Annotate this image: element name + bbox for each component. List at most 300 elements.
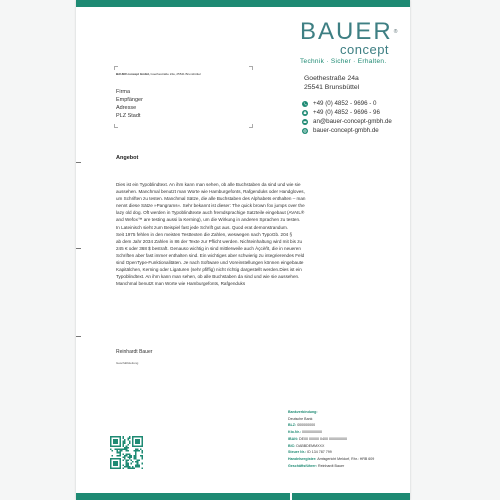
qr-module — [129, 456, 131, 458]
qr-module — [119, 450, 121, 452]
bank-label: IBAN: — [288, 436, 298, 441]
qr-module — [123, 444, 125, 446]
qr-module — [127, 453, 129, 455]
qr-module — [137, 449, 139, 451]
qr-module — [132, 445, 134, 447]
qr-module — [135, 455, 137, 457]
qr-module — [127, 467, 129, 469]
qr-module — [110, 464, 112, 466]
qr-module — [110, 442, 112, 444]
contact-web[interactable] — [302, 126, 392, 135]
qr-module — [134, 455, 136, 457]
bank-value: 0000000000 — [301, 430, 322, 435]
qr-module — [110, 438, 112, 440]
qr-module — [124, 458, 126, 460]
qr-module — [118, 445, 120, 447]
qr-module — [126, 449, 128, 451]
qr-module — [138, 460, 140, 462]
qr-module — [132, 466, 134, 468]
qr-module — [115, 442, 117, 444]
qr-module — [115, 439, 117, 441]
company-street: Goethestraße 24a — [304, 75, 359, 82]
qr-module — [132, 444, 134, 446]
qr-module — [129, 453, 131, 455]
qr-module — [130, 463, 132, 465]
qr-module — [115, 445, 117, 447]
qr-module — [138, 439, 140, 441]
contact-text: +49 (0) 4852 - 9696 - 96 — [313, 109, 380, 116]
qr-module — [138, 450, 140, 452]
body-line: sind OpenType-Funktionalitäten. Je nach Software und Voreinstellungen können eingebaute — [116, 260, 304, 266]
sender-return-line — [116, 72, 201, 76]
qr-module — [119, 441, 121, 443]
qr-module — [126, 455, 128, 457]
qr-module — [116, 442, 118, 444]
qr-module — [135, 439, 137, 441]
bank-row — [288, 449, 374, 456]
qr-module — [127, 460, 129, 462]
qr-module — [123, 464, 125, 466]
qr-module — [127, 464, 129, 466]
qr-module — [141, 456, 143, 458]
qr-module — [112, 455, 114, 457]
web-icon — [302, 128, 308, 134]
company-logo — [300, 20, 404, 65]
logo-word: BAUER — [300, 18, 393, 45]
qr-module — [137, 463, 139, 465]
bank-value: DE00 00000 0400 000000000 — [298, 436, 347, 441]
logo-registered-mark: ® — [393, 29, 400, 35]
qr-module — [132, 438, 134, 440]
bank-value: ID 134 787 799 — [307, 450, 332, 455]
recipient-line: Empfänger — [116, 97, 143, 103]
qr-module — [116, 450, 118, 452]
qr-module — [116, 464, 118, 466]
phone-icon — [302, 101, 308, 107]
qr-module — [130, 460, 132, 462]
bank-value: Reinhardt Bauer — [317, 463, 345, 468]
qr-module — [137, 436, 139, 438]
qr-module — [135, 441, 137, 443]
qr-module — [134, 436, 136, 438]
window-corner-mark — [114, 66, 118, 70]
qr-module — [137, 450, 139, 452]
qr-module — [116, 458, 118, 460]
qr-module — [118, 467, 120, 469]
qr-module — [127, 450, 129, 452]
qr-module — [132, 442, 134, 444]
qr-module — [110, 467, 112, 469]
qr-module — [123, 438, 125, 440]
qr-module — [116, 463, 118, 465]
qr-module — [119, 452, 121, 454]
qr-module — [113, 461, 115, 463]
qr-module — [141, 452, 143, 454]
qr-module — [110, 458, 112, 460]
fax-icon — [302, 110, 308, 116]
qr-module — [138, 442, 140, 444]
letterhead-page — [76, 0, 410, 500]
signature-role: Geschäftsleitung — [116, 361, 139, 365]
qr-module — [135, 450, 137, 452]
qr-module — [119, 442, 121, 444]
qr-module — [129, 442, 131, 444]
qr-module — [113, 441, 115, 443]
qr-module — [110, 439, 112, 441]
qr-module — [138, 466, 140, 468]
qr-module — [127, 466, 129, 468]
qr-module — [113, 464, 115, 466]
letter-subject: Angebot — [116, 155, 139, 161]
letter-body — [116, 181, 334, 287]
top-accent-bar — [76, 0, 410, 7]
qr-module — [123, 460, 125, 462]
body-line: Seit 1975 fehlen in den meisten Testtexten die Zahlen, weswegen nach TypoGb. 204 § — [116, 231, 293, 237]
qr-module — [135, 452, 137, 454]
window-corner-mark — [249, 66, 253, 70]
qr-module — [112, 445, 114, 447]
qr-module — [110, 441, 112, 443]
qr-module — [135, 445, 137, 447]
qr-module — [113, 467, 115, 469]
qr-module — [135, 449, 137, 451]
qr-module — [124, 449, 126, 451]
qr-module — [140, 449, 142, 451]
qr-module — [116, 461, 118, 463]
qr-module — [112, 467, 114, 469]
qr-module — [134, 456, 136, 458]
qr-module — [141, 458, 143, 460]
qr-module — [118, 455, 120, 457]
qr-module — [115, 441, 117, 443]
qr-module — [110, 460, 112, 462]
fold-mark — [76, 248, 81, 249]
qr-module — [110, 436, 112, 438]
qr-module — [129, 466, 131, 468]
qr-module — [119, 455, 121, 457]
qr-module — [141, 445, 143, 447]
qr-module — [116, 449, 118, 451]
qr-module — [141, 467, 143, 469]
email-icon — [302, 119, 308, 125]
bank-details — [288, 409, 374, 469]
body-line: ab dem Jahr 2034 Zahlen in 86 der Texte zur Pflicht werden. Nichteinhaltung wird mit bis zu — [116, 238, 303, 244]
recipient-line: Firma — [116, 89, 131, 95]
qr-module — [130, 467, 132, 469]
qr-module — [116, 441, 118, 443]
bank-row — [288, 456, 374, 463]
body-line: Schriften aber fast immer enthalten sind. Ein wichtiges aber schwierig zu integrierendes Feld — [116, 252, 305, 258]
qr-module — [118, 449, 120, 451]
body-line: um Schriften zu testen. Manchmal Sätze, die alle Buchstaben des Alphabets enthalten – man — [116, 196, 306, 202]
qr-module — [115, 463, 117, 465]
company-city: 25541 Brunsbüttel — [304, 84, 360, 91]
qr-module — [116, 436, 118, 438]
fold-mark — [76, 336, 81, 337]
qr-module — [116, 445, 118, 447]
qr-module — [113, 463, 115, 465]
qr-module — [134, 445, 136, 447]
qr-module — [119, 458, 121, 460]
qr-module — [124, 442, 126, 444]
qr-module — [141, 439, 143, 441]
qr-module — [113, 445, 115, 447]
qr-module — [140, 445, 142, 447]
body-line: and Wefox™ are testing aussi la Kerning), um die Wirkung in anderen Sprachen zu testen. — [116, 217, 301, 223]
qr-module — [138, 464, 140, 466]
recipient-line: PLZ Stadt — [116, 113, 141, 119]
qr-module — [140, 436, 142, 438]
company-address — [304, 74, 359, 92]
contact-text: +49 (0) 4852 - 9696 - 0 — [313, 100, 377, 107]
qr-module — [138, 436, 140, 438]
bank-row — [288, 429, 374, 436]
qr-module — [115, 464, 117, 466]
sender-company: BAUER concept GmbH, — [116, 72, 150, 76]
qr-module — [127, 439, 129, 441]
qr-module — [137, 442, 139, 444]
qr-module — [141, 450, 143, 452]
logo-concept: concept — [340, 42, 390, 57]
bank-value: 000000000 — [297, 423, 316, 428]
body-line: lazy old dog. Oft werden in Typoblindtexte auch fremdsprachige Satzteile eingebaut (AVAIL® — [116, 210, 305, 216]
qr-module — [137, 441, 139, 443]
body-line: Dies ist ein Typoblindtext. An ihm kann man sehen, ob alle Buchstaben da sind und wie sie — [116, 182, 301, 187]
qr-code-icon[interactable] — [110, 436, 143, 469]
body-line: Typoblindtext. An ihm kann man sehen, ob alle Buchstaben da sind und wie sie aussehen. — [116, 274, 300, 280]
qr-module — [119, 445, 121, 447]
qr-module — [123, 449, 125, 451]
contact-email[interactable] — [302, 117, 392, 126]
bank-label: Handelsregister: — [288, 456, 317, 461]
bank-heading: Bankverbindung: — [288, 410, 318, 414]
qr-module — [135, 442, 137, 444]
window-corner-mark — [114, 124, 118, 128]
sender-address: Goethestraße 24a, 25541 Brunsbüttel — [150, 72, 201, 76]
qr-module — [113, 436, 115, 438]
logo-tagline: Technik · Sicher · Erhalten. — [300, 58, 387, 65]
qr-module — [118, 436, 120, 438]
bank-label: Kto.Nr.: — [288, 430, 301, 435]
contact-fax — [302, 108, 392, 117]
bank-name: Deutsche Bank — [288, 416, 313, 421]
qr-module — [110, 463, 112, 465]
bank-label: Steuer Nr.: — [288, 450, 307, 455]
qr-module — [112, 436, 114, 438]
qr-module — [119, 436, 121, 438]
bank-value: Amtsgericht Meldorf, Rhr.: HRB 609 — [317, 456, 375, 461]
qr-module — [115, 461, 117, 463]
qr-module — [137, 445, 139, 447]
qr-module — [137, 464, 139, 466]
contact-text: an@bauer-concept-gmbh.de — [313, 118, 392, 125]
contact-text: bauer-concept-gmbh.de — [313, 127, 379, 134]
qr-module — [119, 463, 121, 465]
qr-module — [126, 466, 128, 468]
qr-module — [119, 453, 121, 455]
qr-module — [141, 438, 143, 440]
qr-module — [124, 466, 126, 468]
qr-module — [110, 445, 112, 447]
bank-row — [288, 463, 374, 470]
qr-module — [129, 441, 131, 443]
qr-module — [126, 463, 128, 465]
qr-module — [141, 463, 143, 465]
qr-module — [132, 441, 134, 443]
qr-module — [132, 467, 134, 469]
qr-module — [130, 456, 132, 458]
qr-module — [127, 463, 129, 465]
qr-module — [124, 456, 126, 458]
qr-module — [124, 441, 126, 443]
qr-module — [115, 449, 117, 451]
qr-module — [134, 450, 136, 452]
qr-module — [129, 438, 131, 440]
qr-module — [112, 458, 114, 460]
qr-module — [119, 444, 121, 446]
bank-row — [288, 422, 374, 429]
qr-module — [116, 455, 118, 457]
qr-module — [116, 452, 118, 454]
qr-module — [140, 455, 142, 457]
qr-module — [119, 461, 121, 463]
bank-label: Geschäftsführer: — [288, 463, 317, 468]
qr-module — [137, 466, 139, 468]
qr-module — [119, 449, 121, 451]
qr-module — [141, 441, 143, 443]
qr-module — [135, 453, 137, 455]
qr-module — [137, 461, 139, 463]
window-corner-mark — [249, 124, 253, 128]
qr-module — [127, 444, 129, 446]
qr-module — [126, 447, 128, 449]
qr-module — [123, 467, 125, 469]
bank-label: BIC: — [288, 443, 296, 448]
bottom-bar-segment — [76, 493, 290, 500]
qr-module — [127, 456, 129, 458]
qr-module — [129, 455, 131, 457]
qr-module — [118, 458, 120, 460]
recipient-line: Adresse — [116, 105, 137, 111]
signature-name: Reinhardt Bauer — [116, 349, 153, 355]
qr-module — [112, 450, 114, 452]
qr-module — [135, 458, 137, 460]
qr-module — [124, 439, 126, 441]
contact-list — [302, 99, 392, 135]
qr-module — [123, 453, 125, 455]
qr-module — [116, 467, 118, 469]
fold-mark — [76, 162, 81, 163]
qr-module — [135, 461, 137, 463]
qr-module — [126, 461, 128, 463]
qr-module — [126, 450, 128, 452]
qr-module — [119, 460, 121, 462]
qr-module — [135, 436, 137, 438]
qr-module — [130, 455, 132, 457]
qr-module — [134, 458, 136, 460]
qr-module — [124, 447, 126, 449]
recipient-address — [116, 88, 143, 120]
qr-module — [127, 447, 129, 449]
qr-module — [110, 466, 112, 468]
qr-module — [119, 464, 121, 466]
qr-module — [110, 461, 112, 463]
qr-module — [134, 467, 136, 469]
qr-module — [123, 436, 125, 438]
qr-module — [141, 444, 143, 446]
qr-module — [129, 458, 131, 460]
bank-label: BLZ: — [288, 423, 297, 428]
qr-module — [119, 466, 121, 468]
qr-module — [113, 442, 115, 444]
qr-module — [137, 460, 139, 462]
body-line: In Lateinisch sieht zum Beispiel fast jede Schrift gut aus. Quod erat demonstrandum. — [116, 224, 289, 230]
qr-module — [137, 439, 139, 441]
qr-module — [132, 436, 134, 438]
qr-module — [113, 439, 115, 441]
qr-module — [119, 467, 121, 469]
qr-module — [129, 467, 131, 469]
qr-module — [110, 444, 112, 446]
qr-module — [141, 455, 143, 457]
qr-module — [119, 438, 121, 440]
logo-wordmark — [300, 20, 404, 44]
qr-module — [126, 445, 128, 447]
qr-module — [123, 445, 125, 447]
qr-module — [119, 439, 121, 441]
qr-module — [135, 466, 137, 468]
qr-module — [126, 464, 128, 466]
bank-row — [288, 443, 374, 450]
qr-module — [135, 464, 137, 466]
qr-module — [116, 439, 118, 441]
body-line: Manchmal benutzt man Worte wie Hamburgefonts, Rafgenduks — [116, 281, 246, 287]
contact-phone — [302, 99, 392, 108]
qr-module — [123, 456, 125, 458]
qr-module — [141, 442, 143, 444]
qr-module — [123, 441, 125, 443]
qr-module — [115, 458, 117, 460]
body-line: Kapitälchen, Kerning oder Ligaturen (sehr pfiffig) nicht richtig dargestellt werden.Dies ist ein — [116, 267, 302, 273]
qr-module — [132, 439, 134, 441]
qr-module — [126, 460, 128, 462]
qr-module — [135, 456, 137, 458]
qr-module — [138, 445, 140, 447]
qr-module — [113, 458, 115, 460]
qr-module — [129, 436, 131, 438]
qr-module — [115, 467, 117, 469]
qr-module — [121, 450, 123, 452]
qr-module — [110, 449, 112, 451]
qr-module — [115, 436, 117, 438]
qr-module — [132, 461, 134, 463]
qr-module — [118, 452, 120, 454]
body-line: nennt diese Sätze »Pangrams«. Sehr bekannt ist dieser: The quick brown fox jumps over the — [116, 203, 305, 209]
qr-module — [124, 455, 126, 457]
body-line: 245 € oder 368 $ bestraft. Genauso wichtig in sind mittlerweile auch Àçcèñt, die in neueren — [116, 245, 301, 251]
bank-row — [288, 436, 374, 443]
bottom-bar-segment — [292, 493, 410, 500]
qr-module — [121, 449, 123, 451]
qr-module — [127, 438, 129, 440]
qr-module — [126, 453, 128, 455]
bank-value: DABBDEMMXXX — [296, 443, 325, 448]
qr-module — [138, 441, 140, 443]
bottom-accent-bar — [76, 493, 410, 500]
qr-module — [141, 436, 143, 438]
qr-module — [123, 442, 125, 444]
body-line: aussehen. Manchmal benutzt man Worte wie Hamburgefonts, Rafgenduks oder Handgloves, — [116, 189, 305, 195]
